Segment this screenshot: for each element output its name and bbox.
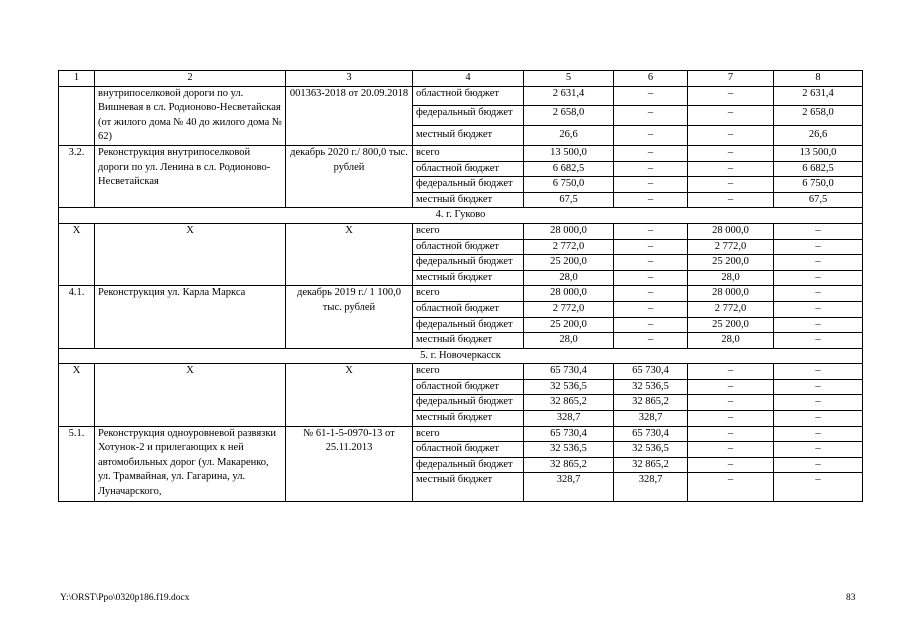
document-ref: Х: [286, 364, 413, 426]
value-cell: 28 000,0: [688, 223, 774, 239]
value-cell: –: [688, 457, 774, 473]
file-path: Y:\ORST\Ppo\0320p186.f19.docx: [60, 593, 190, 603]
item-number: Х: [59, 364, 95, 426]
object-name: Реконструкция ул. Карла Маркса: [95, 286, 286, 348]
value-cell: –: [688, 426, 774, 442]
value-cell: –: [774, 301, 863, 317]
value-cell: 32 536,5: [614, 379, 688, 395]
item-number: [59, 86, 95, 145]
value-cell: 28,0: [688, 270, 774, 286]
value-cell: –: [774, 364, 863, 380]
source-cell: областной бюджет: [413, 379, 524, 395]
value-cell: 32 865,2: [524, 395, 614, 411]
value-cell: 28,0: [524, 270, 614, 286]
value-cell: –: [614, 239, 688, 255]
value-cell: –: [774, 411, 863, 427]
value-cell: –: [688, 192, 774, 208]
value-cell: –: [614, 270, 688, 286]
value-cell: –: [774, 255, 863, 271]
source-cell: областной бюджет: [413, 239, 524, 255]
item-number: 5.1.: [59, 426, 95, 502]
section-row: [59, 348, 863, 364]
value-cell: 25 200,0: [688, 255, 774, 271]
source-cell: всего: [413, 223, 524, 239]
value-cell: 6 682,5: [774, 161, 863, 177]
value-cell: 65 730,4: [614, 364, 688, 380]
value-cell: –: [774, 317, 863, 333]
value-cell: –: [774, 239, 863, 255]
value-cell: 65 730,4: [614, 426, 688, 442]
value-cell: –: [688, 411, 774, 427]
header-cell: 8: [774, 71, 863, 87]
source-cell: областной бюджет: [413, 301, 524, 317]
source-cell: областной бюджет: [413, 86, 524, 106]
value-cell: –: [614, 223, 688, 239]
source-cell: областной бюджет: [413, 161, 524, 177]
value-cell: –: [688, 379, 774, 395]
document-ref: 001363-2018 от 20.09.2018: [286, 86, 413, 145]
table-row: [59, 223, 863, 239]
table-row: [59, 86, 863, 106]
value-cell: 32 865,2: [614, 457, 688, 473]
document-ref: декабрь 2020 г./ 800,0 тыс. рублей: [286, 145, 413, 207]
value-cell: 13 500,0: [524, 145, 614, 161]
section-title: 4. г. Гуково: [59, 208, 863, 224]
source-cell: федеральный бюджет: [413, 317, 524, 333]
table-row: [59, 145, 863, 161]
object-name: Реконструкция одноуровневой развязки Хотунок-2 и прилегающих к ней автомобильных дорог (ул. Макаренко, ул. Трамвайная, ул. Гагарина, ул. Луначарского,: [95, 426, 286, 502]
header-cell: 5: [524, 71, 614, 87]
value-cell: 328,7: [524, 411, 614, 427]
value-cell: 67,5: [774, 192, 863, 208]
source-cell: федеральный бюджет: [413, 177, 524, 193]
value-cell: 25 200,0: [524, 255, 614, 271]
object-name: Реконструкция внутрипоселковой дороги по ул. Ленина в сл. Родионово-Несветайская: [95, 145, 286, 207]
source-cell: местный бюджет: [413, 333, 524, 349]
value-cell: –: [614, 106, 688, 126]
item-number: 3.2.: [59, 145, 95, 207]
value-cell: 2 658,0: [524, 106, 614, 126]
header-cell: 2: [95, 71, 286, 87]
value-cell: 67,5: [524, 192, 614, 208]
value-cell: 328,7: [614, 473, 688, 502]
value-cell: 13 500,0: [774, 145, 863, 161]
source-cell: местный бюджет: [413, 270, 524, 286]
source-cell: местный бюджет: [413, 192, 524, 208]
value-cell: 32 536,5: [524, 379, 614, 395]
value-cell: 28 000,0: [524, 286, 614, 302]
value-cell: 6 682,5: [524, 161, 614, 177]
value-cell: 2 772,0: [688, 301, 774, 317]
document-ref: № 61-1-5-0970-13 от 25.11.2013: [286, 426, 413, 502]
value-cell: 28 000,0: [524, 223, 614, 239]
value-cell: 28 000,0: [688, 286, 774, 302]
source-cell: всего: [413, 145, 524, 161]
value-cell: 6 750,0: [774, 177, 863, 193]
value-cell: –: [774, 473, 863, 502]
header-cell: 3: [286, 71, 413, 87]
document-ref: Х: [286, 223, 413, 285]
value-cell: 6 750,0: [524, 177, 614, 193]
value-cell: –: [688, 106, 774, 126]
value-cell: 32 536,5: [614, 442, 688, 458]
value-cell: –: [774, 223, 863, 239]
source-cell: федеральный бюджет: [413, 255, 524, 271]
value-cell: 65 730,4: [524, 426, 614, 442]
value-cell: –: [774, 457, 863, 473]
value-cell: –: [688, 442, 774, 458]
source-cell: всего: [413, 364, 524, 380]
value-cell: 25 200,0: [524, 317, 614, 333]
value-cell: 26,6: [774, 126, 863, 146]
budget-table: [58, 70, 863, 502]
source-cell: федеральный бюджет: [413, 457, 524, 473]
value-cell: –: [614, 317, 688, 333]
value-cell: 32 536,5: [524, 442, 614, 458]
document-ref: декабрь 2019 г./ 1 100,0 тыс. рублей: [286, 286, 413, 348]
value-cell: –: [614, 255, 688, 271]
value-cell: –: [614, 301, 688, 317]
value-cell: 28,0: [524, 333, 614, 349]
value-cell: –: [614, 145, 688, 161]
source-cell: местный бюджет: [413, 126, 524, 146]
value-cell: –: [688, 145, 774, 161]
value-cell: 2 658,0: [774, 106, 863, 126]
value-cell: –: [688, 161, 774, 177]
value-cell: 25 200,0: [688, 317, 774, 333]
header-cell: 6: [614, 71, 688, 87]
source-cell: местный бюджет: [413, 411, 524, 427]
value-cell: 28,0: [688, 333, 774, 349]
value-cell: –: [774, 379, 863, 395]
value-cell: –: [774, 395, 863, 411]
value-cell: –: [688, 364, 774, 380]
value-cell: 26,6: [524, 126, 614, 146]
source-cell: местный бюджет: [413, 473, 524, 502]
value-cell: 2 772,0: [524, 301, 614, 317]
value-cell: –: [688, 395, 774, 411]
value-cell: 65 730,4: [524, 364, 614, 380]
header-row: [59, 71, 863, 87]
value-cell: 32 865,2: [614, 395, 688, 411]
section-row: [59, 208, 863, 224]
value-cell: –: [688, 177, 774, 193]
value-cell: –: [688, 473, 774, 502]
value-cell: 2 631,4: [774, 86, 863, 106]
object-name: внутрипоселковой дороги по ул. Вишневая в сл. Родионово-Несветайская (от жилого дома № 40 до жилого дома № 62): [95, 86, 286, 145]
value-cell: –: [614, 86, 688, 106]
source-cell: всего: [413, 286, 524, 302]
table-row: [59, 286, 863, 302]
value-cell: –: [614, 192, 688, 208]
item-number: Х: [59, 223, 95, 285]
value-cell: –: [614, 161, 688, 177]
table-row: [59, 426, 863, 442]
header-cell: 4: [413, 71, 524, 87]
table-row: [59, 364, 863, 380]
value-cell: –: [614, 286, 688, 302]
value-cell: –: [614, 333, 688, 349]
value-cell: 328,7: [614, 411, 688, 427]
source-cell: федеральный бюджет: [413, 106, 524, 126]
value-cell: –: [774, 426, 863, 442]
source-cell: областной бюджет: [413, 442, 524, 458]
value-cell: –: [614, 126, 688, 146]
value-cell: 2 631,4: [524, 86, 614, 106]
value-cell: –: [774, 333, 863, 349]
header-cell: 1: [59, 71, 95, 87]
object-name: Х: [95, 364, 286, 426]
object-name: Х: [95, 223, 286, 285]
value-cell: –: [774, 286, 863, 302]
value-cell: –: [688, 86, 774, 106]
value-cell: 2 772,0: [688, 239, 774, 255]
page-number: 83: [846, 593, 856, 603]
value-cell: –: [774, 270, 863, 286]
source-cell: федеральный бюджет: [413, 395, 524, 411]
value-cell: 32 865,2: [524, 457, 614, 473]
value-cell: –: [614, 177, 688, 193]
value-cell: –: [774, 442, 863, 458]
header-cell: 7: [688, 71, 774, 87]
value-cell: 2 772,0: [524, 239, 614, 255]
item-number: 4.1.: [59, 286, 95, 348]
value-cell: 328,7: [524, 473, 614, 502]
section-title: 5. г. Новочеркасск: [59, 348, 863, 364]
source-cell: всего: [413, 426, 524, 442]
value-cell: –: [688, 126, 774, 146]
